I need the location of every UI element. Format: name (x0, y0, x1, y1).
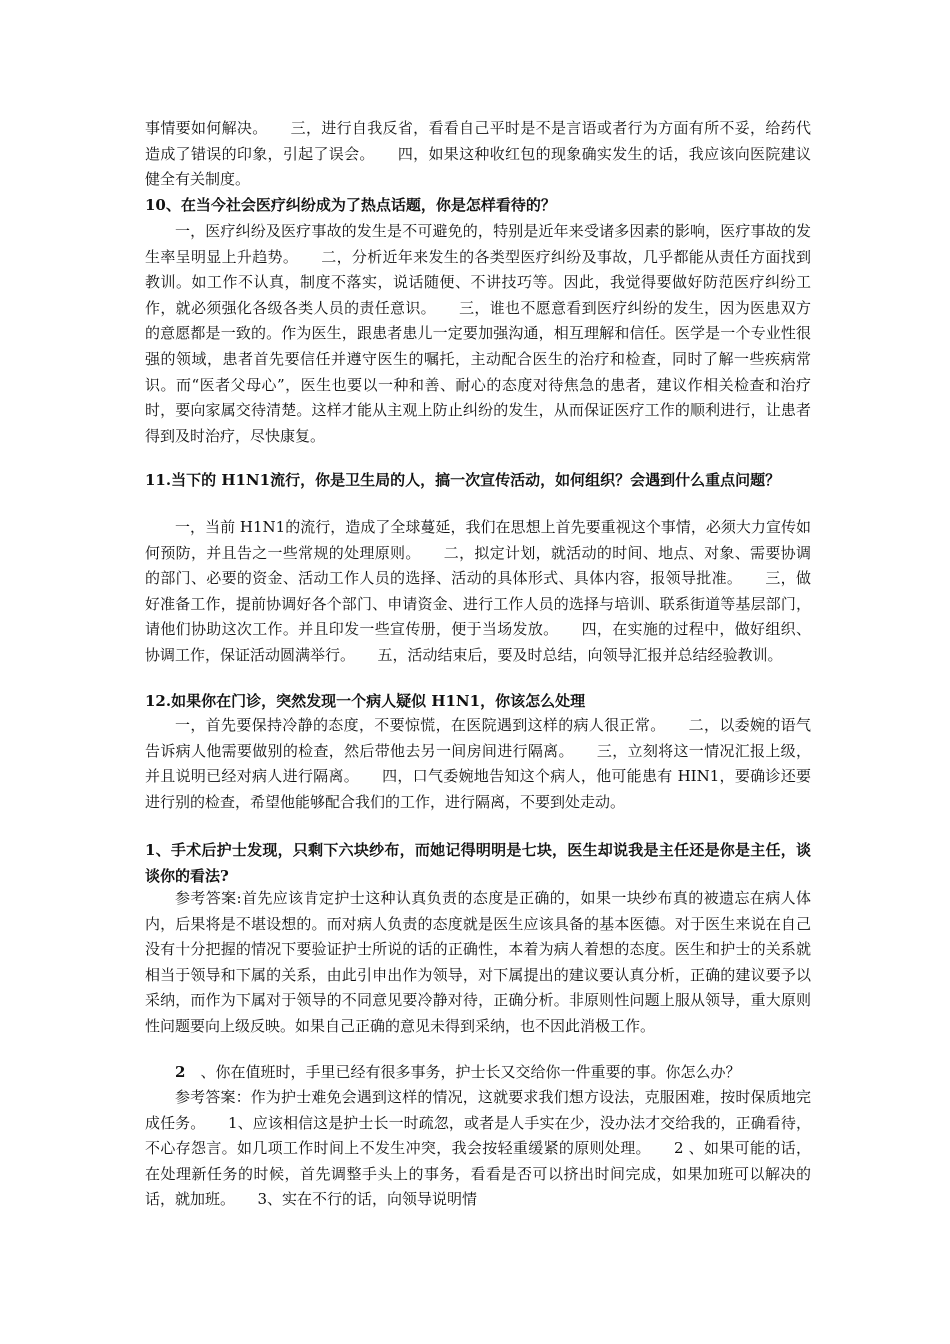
answer-12 (145, 713, 811, 815)
answer-1 (145, 886, 811, 1040)
answer-2 (145, 1085, 811, 1213)
question-heading: 10、在当今社会医疗纠纷成为了热点话题，你是怎样看待的？ (145, 196, 556, 214)
paragraph-continuation (145, 116, 811, 193)
question-heading: 、你在值班时，手里已经有很多事务，护士长又交给你一件重要的事。你怎么办？ (200, 1063, 741, 1081)
question-1 (145, 838, 811, 889)
paragraph-text: 参考答案:首先应该肯定护士这种认真负责的态度是正确的，如果一块纱布真的被遗忘在病人体内，后果将是不堪设想的。而对病人负责的态度就是医生应该具备的基本医德。对于医生来说在自己没有十分把握的情况下要验证护士所说的话的正确性，本着为病人着想的态度。医生和护士的关系就相当于领导和下属的关系，由此引申出作为领导，对下属提出的建议要认真分析，正确的建议要予以采纳，而作为下属对于领导的不同意见要冷静对待，正确分析。非原则性问题上服从领导，重大原则性问题要向上级反映。如果自己正确的意见未得到采纳，也不因此消极工作。 (145, 889, 811, 1035)
answer-10 (145, 219, 811, 449)
question-10 (145, 193, 811, 219)
answer-11 (145, 515, 811, 669)
question-11 (145, 468, 811, 494)
paragraph-text: 一，医疗纠纷及医疗事故的发生是不可避免的，特别是近年来受诸多因素的影响，医疗事故的发生率呈明显上升趋势。 二，分析近年来发生的各类型医疗纠纷及事故，几乎都能从责任方面找到教训。如工作不认真，制度不落实，说话随便、不讲技巧等。因此，我觉得要做好防范医疗纠纷工作，就必须强化各级各类人员的责任意识。 三，谁也不愿意看到医疗纠纷的发生，因为医患双方的意愿都是一致的。作为医生，跟患者患儿一定要加强沟通，相互理解和信任。医学是一个专业性很强的领域，患者首先要信任并遵守医生的嘱托，主动配合医生的治疗和检查，同时了解一些疾病常识。而“医者父母心”，医生也要以一种和善、耐心的态度对待焦急的患者，建议作相关检查和治疗时，要向家属交待清楚。这样才能从主观上防止纠纷的发生，从而保证医疗工作的顺利进行，让患者得到及时治疗，尽快康复。 (145, 222, 811, 445)
question-heading: 12.如果你在门诊，突然发现一个病人疑似 H1N1，你该怎么处理 (145, 692, 586, 710)
question-12 (145, 689, 811, 715)
paragraph-text: 参考答案：作为护士难免会遇到这样的情况，这就要求我们想方设法，克服困难，按时保质地完成任务。 1、应该相信这是护士长一时疏忽，或者是人手实在少，没办法才交给我的，正确看待，不心存怨言。如几项工作时间上不发生冲突，我会按轻重缓紧的原则处理。 2 、如果可能的话，在处理新任务的时候，首先调整手头上的事务，看看是否可以挤出时间完成，如果加班可以解决的话，就加班。 3、实在不行的话，向领导说明情 (145, 1088, 811, 1209)
question-2 (145, 1060, 811, 1086)
paragraph-text: 一，当前 H1N1的流行，造成了全球蔓延，我们在思想上首先要重视这个事情，必须大力宣传如何预防，并且告之一些常规的处理原则。 二，拟定计划，就活动的时间、地点、对象、需要协调的部门、必要的资金、活动工作人员的选择、活动的具体形式、具体内容，报领导批准。 三，做好准备工作，提前协调好各个部门、申请资金、进行工作人员的选择与培训、联系街道等基层部门，请他们协助这次工作。并且印发一些宣传册，便于当场发放。 四，在实施的过程中，做好组织、协调工作，保证活动圆满举行。 五，活动结束后，要及时总结，向领导汇报并总结经验教训。 (145, 518, 811, 664)
paragraph-text: 事情要如何解决。 三，进行自我反省，看看自己平时是不是言语或者行为方面有所不妥，给药代造成了错误的印象，引起了误会。 四，如果这种收红包的现象确实发生的话，我应该向医院建议健全有关制度。 (145, 119, 811, 189)
paragraph-text: 一，首先要保持冷静的态度，不要惊慌，在医院遇到这样的病人很正常。 二，以委婉的语气告诉病人他需要做别的检查，然后带他去另一间房间进行隔离。 三，立刻将这一情况汇报上级，并且说明已经对病人进行隔离。 四，口气委婉地告知这个病人，他可能患有 HIN1，要确诊还要进行别的检查，希望他能够配合我们的工作，进行隔离，不要到处走动。 (145, 716, 811, 811)
question-number: 2 (175, 1063, 186, 1081)
question-heading: 1、手术后护士发现，只剩下六块纱布，而她记得明明是七块，医生却说我是主任还是你是主任，谈谈你的看法? (145, 841, 811, 885)
question-heading: 11.当下的 H1N1流行，你是卫生局的人，搞一次宣传活动，如何组织？会遇到什么重点问题？ (145, 471, 781, 489)
